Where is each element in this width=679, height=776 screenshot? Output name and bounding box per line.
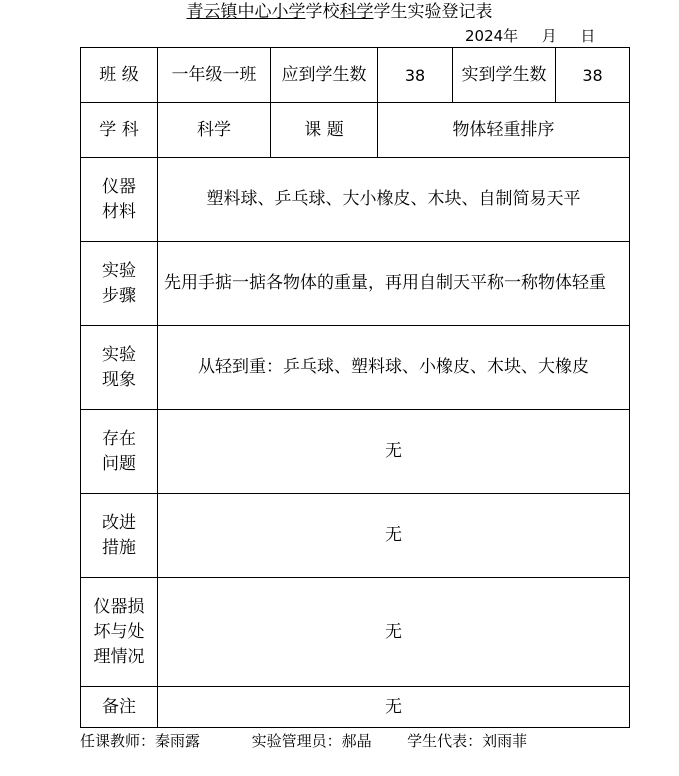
damage-label-line-1: 仪器损 (93, 596, 145, 617)
problems-value: 无 (158, 410, 630, 494)
table-row (81, 687, 630, 728)
table-row (81, 103, 630, 158)
damage-label (81, 578, 158, 687)
student-rep-signature: 学生代表：刘雨菲 (407, 732, 528, 750)
date-line (465, 27, 595, 45)
steps-value: 先用手掂一掂各物体的重量，再用自制天平称一称物体轻重 (158, 242, 630, 326)
actual-count-label: 实到学生数 (453, 48, 556, 103)
table-row (81, 48, 630, 103)
table-row (81, 242, 630, 326)
table-row (81, 494, 630, 578)
phenomenon-label-line-2: 现象 (102, 369, 136, 390)
signature-line (80, 731, 527, 751)
subject-name: 科学 (339, 2, 374, 22)
problems-label (81, 410, 158, 494)
table-row (81, 410, 630, 494)
phenomenon-label-line-1: 实验 (102, 344, 136, 365)
teacher-signature: 任课教师：秦雨露 (80, 732, 201, 750)
materials-label-line-1: 仪器 (102, 176, 136, 197)
subject-value: 科学 (158, 103, 271, 158)
materials-label-line-2: 材料 (102, 201, 136, 222)
actual-count-value: 38 (556, 48, 630, 103)
table-row (81, 326, 630, 410)
damage-label-line-2: 坏与处 (93, 621, 145, 642)
topic-label: 课 题 (271, 103, 378, 158)
table-row (81, 158, 630, 242)
problems-label-line-1: 存在 (102, 428, 136, 449)
experiment-register-table (80, 47, 630, 728)
steps-label-line-1: 实验 (102, 260, 136, 281)
date-month-label: 月 (541, 27, 557, 45)
school-name: 青云镇中心小学 (186, 2, 306, 22)
damage-label-line-3: 理情况 (93, 646, 145, 667)
improvement-label-line-2: 措施 (102, 537, 136, 558)
form-title (0, 2, 679, 22)
improvement-label (81, 494, 158, 578)
table-row (81, 578, 630, 687)
notes-value: 无 (158, 687, 630, 728)
date-year: 2024年 (465, 27, 519, 45)
improvement-value: 无 (158, 494, 630, 578)
school-suffix: 学校 (305, 2, 340, 22)
expected-count-label: 应到学生数 (271, 48, 378, 103)
expected-count-value: 38 (378, 48, 453, 103)
problems-label-line-2: 问题 (102, 453, 136, 474)
phenomenon-label (81, 326, 158, 410)
notes-label: 备注 (81, 687, 158, 728)
steps-label (81, 242, 158, 326)
improvement-label-line-1: 改进 (102, 512, 136, 533)
materials-label (81, 158, 158, 242)
subject-label: 学 科 (81, 103, 158, 158)
class-label: 班 级 (81, 48, 158, 103)
class-value: 一年级一班 (158, 48, 271, 103)
steps-label-line-2: 步骤 (102, 285, 136, 306)
title-suffix: 学生实验登记表 (373, 2, 493, 22)
date-day-label: 日 (580, 27, 596, 45)
topic-value: 物体轻重排序 (378, 103, 630, 158)
materials-value: 塑料球、乒乓球、大小橡皮、木块、自制简易天平 (158, 158, 630, 242)
phenomenon-value: 从轻到重：乒乓球、塑料球、小橡皮、木块、大橡皮 (158, 326, 630, 410)
damage-value: 无 (158, 578, 630, 687)
manager-signature: 实验管理员：郝晶 (251, 732, 372, 750)
